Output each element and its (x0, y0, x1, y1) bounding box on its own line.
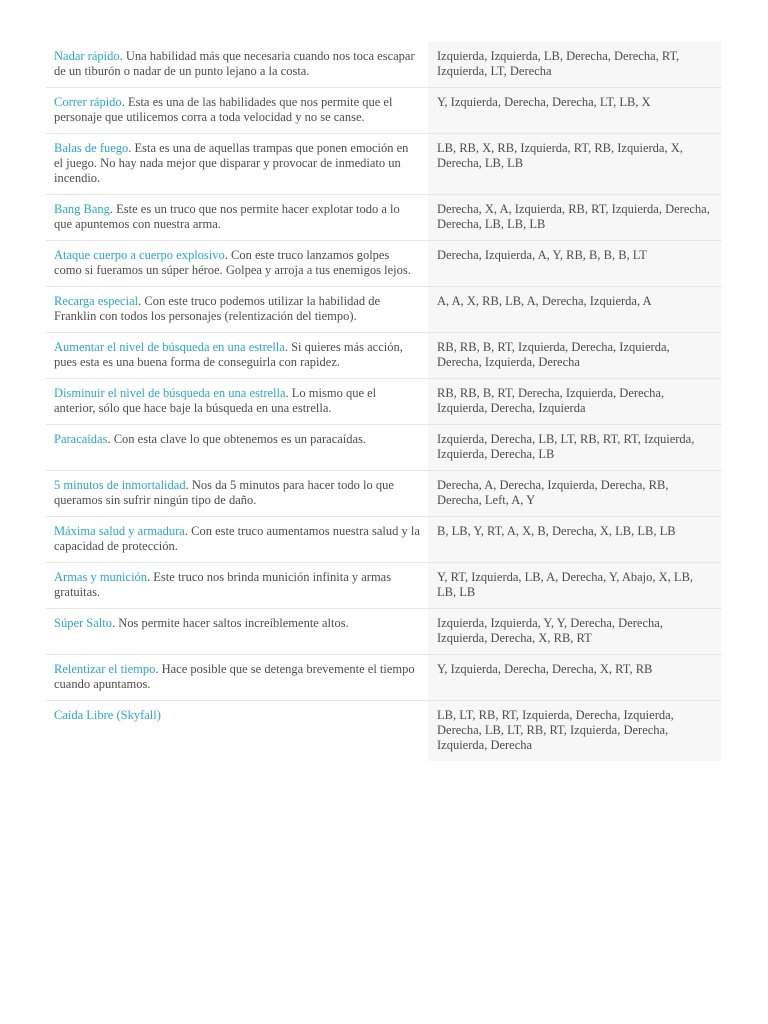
button-combo-cell: Izquierda, Derecha, LB, LT, RB, RT, RT, Izquierda, Izquierda, Derecha, LB (428, 425, 721, 471)
cheat-name-link[interactable]: Paracaídas (54, 432, 108, 446)
cheat-description-text: . Este es un truco que nos permite hacer explotar todo a lo que apuntemos con nuestra arma. (54, 202, 400, 231)
button-combo-cell: RB, RB, B, RT, Derecha, Izquierda, Derecha, Izquierda, Derecha, Izquierda (428, 379, 721, 425)
cheat-description-text: . Nos da 5 minutos para hacer todo lo que queramos sin sufrir ningún tipo de daño. (54, 478, 394, 507)
table-row (46, 134, 721, 195)
cheat-description-cell (46, 701, 428, 762)
table-row (46, 425, 721, 471)
button-combo-cell: Y, Izquierda, Derecha, Derecha, LT, LB, X (428, 88, 721, 134)
cheat-codes-body (46, 42, 721, 761)
button-combo-cell: Derecha, Izquierda, A, Y, RB, B, B, B, LT (428, 241, 721, 287)
button-combo-cell: Derecha, X, A, Izquierda, RB, RT, Izquierda, Derecha, Derecha, LB, LB, LB (428, 195, 721, 241)
table-row (46, 195, 721, 241)
cheat-codes-table (46, 42, 721, 761)
button-combo-cell: Y, Izquierda, Derecha, Derecha, X, RT, RB (428, 655, 721, 701)
button-combo-cell: B, LB, Y, RT, A, X, B, Derecha, X, LB, LB, LB (428, 517, 721, 563)
button-combo-cell: Izquierda, Izquierda, Y, Y, Derecha, Derecha, Izquierda, Derecha, X, RB, RT (428, 609, 721, 655)
cheat-name-link[interactable]: Relentizar el tiempo (54, 662, 156, 676)
table-row (46, 241, 721, 287)
cheat-name-link[interactable]: Súper Salto (54, 616, 112, 630)
cheat-description-cell (46, 471, 428, 517)
cheat-description-cell (46, 241, 428, 287)
cheat-description-cell (46, 563, 428, 609)
cheat-description-text: . Esta es una de las habilidades que nos permite que el personaje que utilicemos corra a toda velocidad y no se canse. (54, 95, 393, 124)
cheat-description-cell (46, 517, 428, 563)
cheat-description-cell (46, 287, 428, 333)
cheat-description-text: . Nos permite hacer saltos increíblemente altos. (111, 616, 349, 630)
cheat-description-text: . Hace posible que se detenga brevemente el tiempo cuando apuntamos. (54, 662, 415, 691)
cheat-name-link[interactable]: Máxima salud y armadura (54, 524, 185, 538)
table-row (46, 471, 721, 517)
cheat-description-cell (46, 42, 428, 88)
table-row (46, 701, 721, 762)
button-combo-cell: Izquierda, Izquierda, LB, Derecha, Derecha, RT, Izquierda, LT, Derecha (428, 42, 721, 88)
cheat-description-text: . Este truco nos brinda munición infinita y armas gratuitas. (54, 570, 392, 599)
cheat-description-cell (46, 195, 428, 241)
cheat-name-link[interactable]: Aumentar el nivel de búsqueda en una estrella (54, 340, 285, 354)
button-combo-cell: Derecha, A, Derecha, Izquierda, Derecha, RB, Derecha, Left, A, Y (428, 471, 721, 517)
button-combo-cell: Y, RT, Izquierda, LB, A, Derecha, Y, Abajo, X, LB, LB, LB (428, 563, 721, 609)
cheat-description-text: . Con este truco lanzamos golpes como si fueramos un súper héroe. Golpea y arroja a tus enemigos lejos. (54, 248, 411, 277)
button-combo-cell: A, A, X, RB, LB, A, Derecha, Izquierda, A (428, 287, 721, 333)
cheat-description-text: . Con esta clave lo que obtenemos es un paracaídas. (107, 432, 367, 446)
table-row (46, 655, 721, 701)
table-row (46, 517, 721, 563)
button-combo-cell: LB, LT, RB, RT, Izquierda, Derecha, Izquierda, Derecha, LB, LT, RB, RT, Izquierda, Derecha, Izquierda, Derecha (428, 701, 721, 762)
cheat-description-cell (46, 88, 428, 134)
cheat-description-text: . Con este truco podemos utilizar la habilidad de Franklin con todos los personajes (relentización del tiempo). (54, 294, 381, 323)
table-row (46, 88, 721, 134)
cheat-description-cell (46, 655, 428, 701)
cheat-name-link[interactable]: Disminuir el nivel de búsqueda en una estrella (54, 386, 286, 400)
cheat-description-text: . Si quieres más acción, pues esta es una buena forma de conseguirla con rapidez. (54, 340, 403, 369)
table-row (46, 609, 721, 655)
table-row (46, 563, 721, 609)
table-row (46, 333, 721, 379)
cheat-name-link[interactable]: 5 minutos de inmortalidad (54, 478, 186, 492)
cheat-name-link[interactable]: Bang Bang (54, 202, 110, 216)
cheat-name-link[interactable]: Ataque cuerpo a cuerpo explosivo (54, 248, 225, 262)
cheat-description-text: . Esta es una de aquellas trampas que ponen emoción en el juego. No hay nada mejor que disparar y provocar de inmediato un incendio. (54, 141, 409, 185)
cheat-name-link[interactable]: Caída Libre (Skyfall) (54, 708, 161, 722)
cheat-description-cell (46, 333, 428, 379)
cheat-description-cell (46, 379, 428, 425)
table-row (46, 287, 721, 333)
cheat-name-link[interactable]: Correr rápido (54, 95, 122, 109)
cheat-description-cell (46, 134, 428, 195)
cheat-description-cell (46, 425, 428, 471)
cheat-name-link[interactable]: Nadar rápido (54, 49, 120, 63)
button-combo-cell: LB, RB, X, RB, Izquierda, RT, RB, Izquierda, X, Derecha, LB, LB (428, 134, 721, 195)
cheat-description-text: . Una habilidad más que necesaria cuando nos toca escapar de un tiburón o nadar de un punto lejano a la costa. (54, 49, 415, 78)
cheat-description-cell (46, 609, 428, 655)
table-row (46, 379, 721, 425)
table-row (46, 42, 721, 88)
cheat-name-link[interactable]: Armas y munición (54, 570, 148, 584)
cheat-name-link[interactable]: Recarga especial (54, 294, 139, 308)
cheat-description-text: . Lo mismo que el anterior, sólo que hace baje la búsqueda en una estrella. (54, 386, 377, 415)
cheat-name-link[interactable]: Balas de fuego (54, 141, 129, 155)
button-combo-cell: RB, RB, B, RT, Izquierda, Derecha, Izquierda, Derecha, Izquierda, Derecha (428, 333, 721, 379)
cheat-description-text: . Con este truco aumentamos nuestra salud y la capacidad de protección. (54, 524, 420, 553)
